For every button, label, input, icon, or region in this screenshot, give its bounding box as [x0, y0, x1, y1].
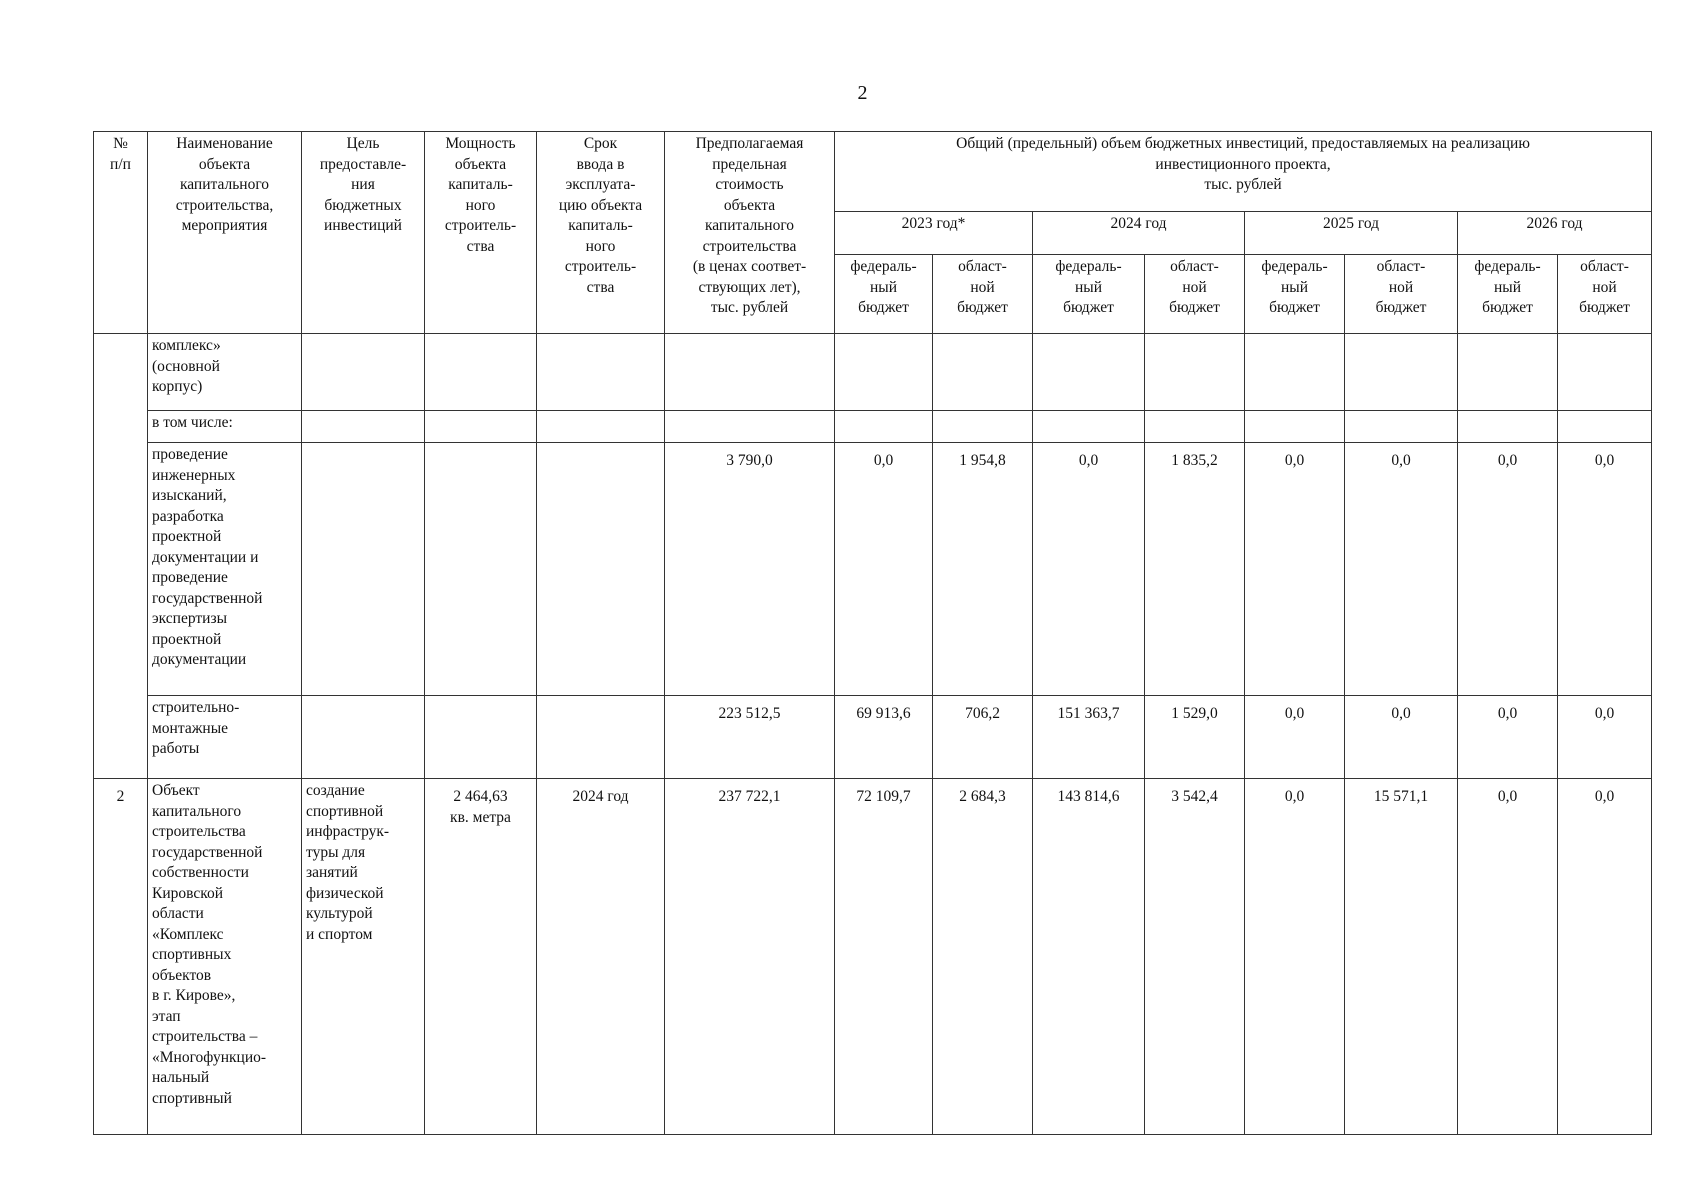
- term-cell: [537, 334, 665, 411]
- value-cell: [835, 334, 933, 411]
- object-name: проведение инженерных изысканий, разработка проектной документации и проведение государственной экспертизы проектной документации: [148, 443, 302, 696]
- table-row: [94, 779, 1652, 1135]
- value-cell: [1558, 334, 1652, 411]
- value-cell: 0,0: [835, 443, 933, 696]
- value-cell: 0,0: [1458, 696, 1558, 779]
- header-regional-budget: област- ной бюджет: [1345, 255, 1458, 334]
- table-row: [94, 334, 1652, 411]
- header-regional-budget: област- ной бюджет: [933, 255, 1033, 334]
- header-object-name: Наименование объекта капитального строительства, мероприятия: [148, 132, 302, 334]
- value-cell: [1245, 411, 1345, 443]
- value-cell: [1145, 334, 1245, 411]
- value-cell: 0,0: [1558, 696, 1652, 779]
- capacity-cell: [425, 411, 537, 443]
- object-name: Объект капитального строительства государственной собственности Кировской области «Комплекс спортивных объектов в г. Кирове», этап строительства – «Многофункцио- нальный спортивный: [148, 779, 302, 1135]
- goal-cell: [302, 443, 425, 696]
- value-cell: 72 109,7: [835, 779, 933, 1135]
- value-cell: [933, 334, 1033, 411]
- table-row: [94, 443, 1652, 696]
- object-name: строительно- монтажные работы: [148, 696, 302, 779]
- value-cell: 0,0: [1245, 696, 1345, 779]
- header-federal-budget: федераль- ный бюджет: [835, 255, 933, 334]
- value-cell: [1345, 334, 1458, 411]
- capacity-cell: [425, 334, 537, 411]
- header-year-2023: 2023 год*: [835, 212, 1033, 255]
- header-goal: Цель предоставле- ния бюджетных инвестиций: [302, 132, 425, 334]
- header-capacity: Мощность объекта капиталь- ного строитель- ства: [425, 132, 537, 334]
- value-cell: 0,0: [1033, 443, 1145, 696]
- value-cell: 0,0: [1458, 443, 1558, 696]
- page-number: 2: [857, 82, 868, 104]
- cost-cell: [665, 334, 835, 411]
- table-row: [94, 696, 1652, 779]
- value-cell: 3 542,4: [1145, 779, 1245, 1135]
- capacity-cell: 2 464,63 кв. метра: [425, 779, 537, 1135]
- header-year-2025: 2025 год: [1245, 212, 1458, 255]
- value-cell: 1 954,8: [933, 443, 1033, 696]
- value-cell: 0,0: [1345, 443, 1458, 696]
- header-federal-budget: федераль- ный бюджет: [1245, 255, 1345, 334]
- goal-cell: [302, 411, 425, 443]
- goal-cell: [302, 696, 425, 779]
- term-cell: [537, 411, 665, 443]
- value-cell: [933, 411, 1033, 443]
- cost-cell: 237 722,1: [665, 779, 835, 1135]
- value-cell: 0,0: [1558, 443, 1652, 696]
- table-row: [94, 411, 1652, 443]
- value-cell: [1458, 411, 1558, 443]
- header-regional-budget: област- ной бюджет: [1145, 255, 1245, 334]
- value-cell: 1 529,0: [1145, 696, 1245, 779]
- value-cell: [1345, 411, 1458, 443]
- header-federal-budget: федераль- ный бюджет: [1033, 255, 1145, 334]
- value-cell: 2 684,3: [933, 779, 1033, 1135]
- value-cell: 15 571,1: [1345, 779, 1458, 1135]
- value-cell: [1145, 411, 1245, 443]
- value-cell: 0,0: [1245, 443, 1345, 696]
- header-year-2024: 2024 год: [1033, 212, 1245, 255]
- header-estimated-cost: Предполагаемая предельная стоимость объекта капитального строительства (в ценах соответ- ствующих лет), тыс. рублей: [665, 132, 835, 334]
- term-cell: [537, 443, 665, 696]
- value-cell: [1245, 334, 1345, 411]
- object-name: комплекс» (основной корпус): [148, 334, 302, 411]
- term-cell: 2024 год: [537, 779, 665, 1135]
- object-name: в том числе:: [148, 411, 302, 443]
- header-commissioning-term: Срок ввода в эксплуата- цию объекта капиталь- ного строитель- ства: [537, 132, 665, 334]
- value-cell: 143 814,6: [1033, 779, 1145, 1135]
- value-cell: [1033, 334, 1145, 411]
- header-number: № п/п: [94, 132, 148, 334]
- header-regional-budget: област- ной бюджет: [1558, 255, 1652, 334]
- value-cell: 1 835,2: [1145, 443, 1245, 696]
- capacity-cell: [425, 696, 537, 779]
- value-cell: 69 913,6: [835, 696, 933, 779]
- cost-cell: 223 512,5: [665, 696, 835, 779]
- row-number: 2: [94, 779, 148, 1135]
- value-cell: [1458, 334, 1558, 411]
- budget-investment-table: [93, 131, 1652, 1135]
- goal-cell: [302, 334, 425, 411]
- cost-cell: [665, 411, 835, 443]
- term-cell: [537, 696, 665, 779]
- goal-cell: создание спортивной инфраструк- туры для занятий физической культурой и спортом: [302, 779, 425, 1135]
- header-federal-budget: федераль- ный бюджет: [1458, 255, 1558, 334]
- header-total-investment: Общий (предельный) объем бюджетных инвестиций, предоставляемых на реализацию инвестиционного проекта, тыс. рублей: [835, 132, 1652, 212]
- value-cell: 706,2: [933, 696, 1033, 779]
- value-cell: 0,0: [1558, 779, 1652, 1135]
- value-cell: [1033, 411, 1145, 443]
- value-cell: 151 363,7: [1033, 696, 1145, 779]
- value-cell: 0,0: [1345, 696, 1458, 779]
- capacity-cell: [425, 443, 537, 696]
- cost-cell: 3 790,0: [665, 443, 835, 696]
- value-cell: [835, 411, 933, 443]
- value-cell: [1558, 411, 1652, 443]
- value-cell: 0,0: [1458, 779, 1558, 1135]
- value-cell: 0,0: [1245, 779, 1345, 1135]
- header-year-2026: 2026 год: [1458, 212, 1652, 255]
- row-number: [94, 334, 148, 779]
